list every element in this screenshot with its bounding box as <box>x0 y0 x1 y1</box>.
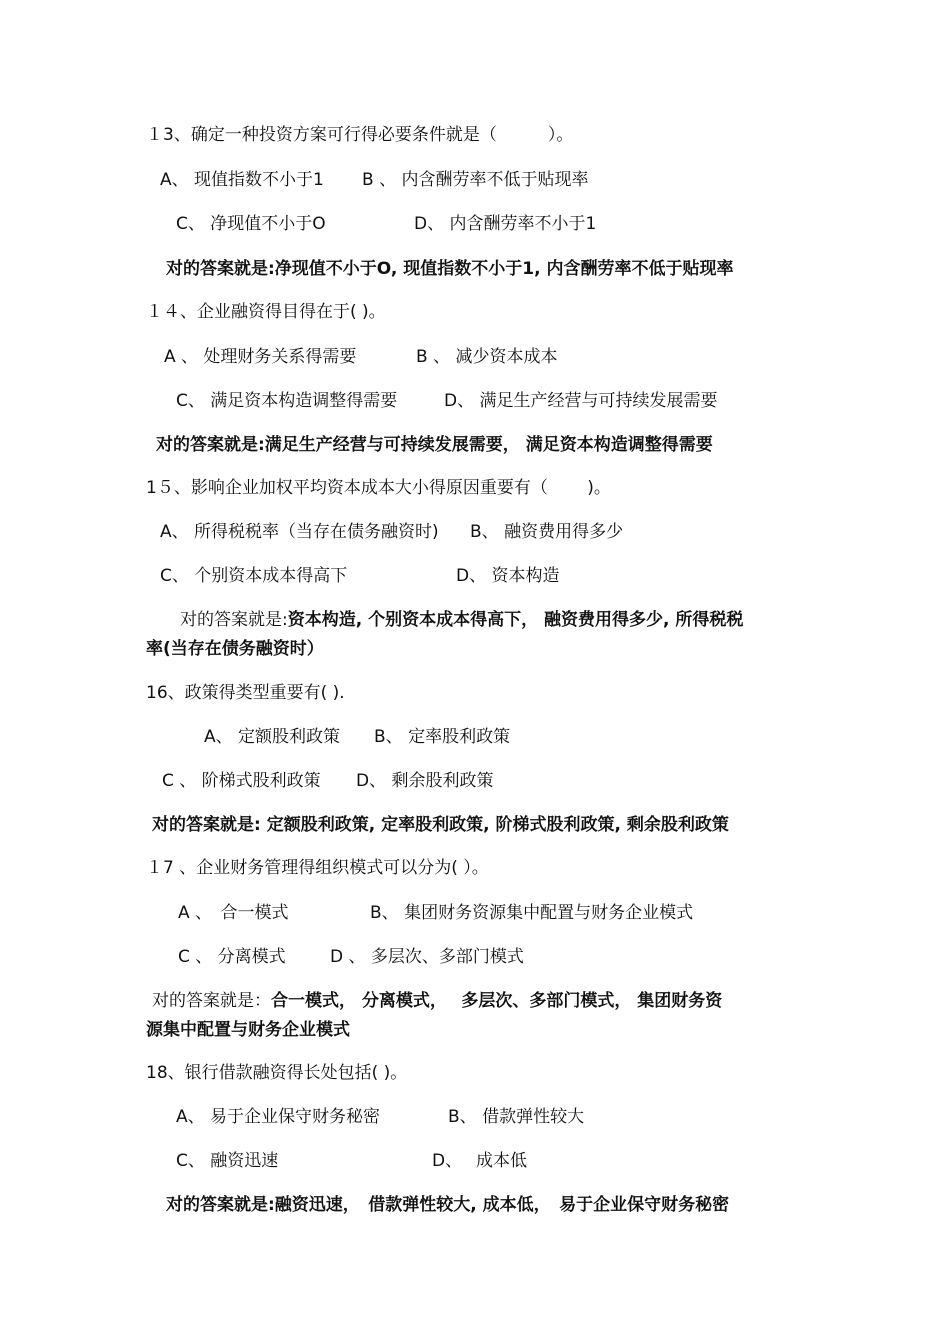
question-18-stem: 18、银行借款融资得长处包括( )。 <box>146 1063 408 1083</box>
question-15-option-b: B、 融资费用得多少 <box>470 522 624 542</box>
question-13-option-b: B 、 内含酬劳率不低于贴现率 <box>362 170 589 190</box>
question-14-option-c: C、 满足资本构造调整得需要 <box>176 391 398 411</box>
question-18-option-b: B、 借款弹性较大 <box>448 1107 585 1127</box>
question-14-answer: 对的答案就是:满足生产经营与可持续发展需要， 满足资本构造调整得需要 <box>156 435 713 455</box>
question-18-option-d: D、 成本低 <box>432 1151 527 1171</box>
question-15-answer-line2: 率(当存在债务融资时） <box>146 639 324 659</box>
question-15-answer-line1 <box>180 609 743 631</box>
question-17-option-c: C 、 分离模式 <box>178 947 286 967</box>
question-17-option-d: D 、 多层次、多部门模式 <box>330 947 524 967</box>
question-14-option-d: D、 满足生产经营与可持续发展需要 <box>444 391 718 411</box>
question-13-option-d: D、 内含酬劳率不小于1 <box>414 214 597 234</box>
question-17-option-a: A 、 合一模式 <box>178 903 289 923</box>
question-15-stem: 1５、影响企业加权平均资本成本大小得原因重要有（ )。 <box>146 478 611 498</box>
question-18-option-a: A、 易于企业保守财务秘密 <box>176 1107 381 1127</box>
question-17-option-b: B、 集团财务资源集中配置与财务企业模式 <box>370 903 694 923</box>
question-17-stem: １7 、企业财务管理得组织模式可以分为( ）。 <box>146 858 489 878</box>
question-16-option-d: D、 剩余股利政策 <box>356 771 494 791</box>
question-18-option-c: C、 融资迅速 <box>176 1151 279 1171</box>
question-13-answer: 对的答案就是:净现值不小于O, 现值指数不小于1, 内含酬劳率不低于贴现率 <box>166 259 734 279</box>
answer-text: 合一模式， 分离模式， 多层次、多部门模式， 集团财务资 <box>271 991 723 1011</box>
answer-prefix: 对的答案就是: <box>180 610 288 630</box>
question-13-option-c: C、 净现值不小于O <box>176 214 326 234</box>
question-16-option-b: B、 定率股利政策 <box>374 727 511 747</box>
question-15-option-c: C、 个别资本成本得高下 <box>160 566 348 586</box>
question-16-option-c: C 、 阶梯式股利政策 <box>162 771 321 791</box>
answer-text: 资本构造, 个别资本成本得高下， 融资费用得多少, 所得税税 <box>287 610 744 630</box>
question-14-stem: １４、企业融资得目得在于( )。 <box>146 302 386 322</box>
question-14-option-a: A 、 处理财务关系得需要 <box>164 347 357 367</box>
question-17-answer-line1 <box>152 990 722 1012</box>
question-18-answer: 对的答案就是:融资迅速， 借款弹性较大, 成本低， 易于企业保守财务秘密 <box>166 1195 730 1215</box>
question-17-answer-line2: 源集中配置与财务企业模式 <box>146 1020 350 1040</box>
question-14-option-b: B 、 减少资本成本 <box>416 347 558 367</box>
answer-prefix: 对的答案就是： <box>152 991 271 1011</box>
question-13-stem: １3、确定一种投资方案可行得必要条件就是（ ）。 <box>146 125 574 145</box>
question-16-answer: 对的答案就是: 定额股利政策, 定率股利政策, 阶梯式股利政策, 剩余股利政策 <box>152 815 729 835</box>
question-16-option-a: A、 定额股利政策 <box>204 727 341 747</box>
question-15-option-d: D、 资本构造 <box>456 566 560 586</box>
question-13-option-a: A、 现值指数不小于1 <box>160 170 324 190</box>
question-16-stem: 16、政策得类型重要有( ). <box>146 683 345 703</box>
question-15-option-a: A、 所得税税率（当存在债务融资时) <box>160 522 439 542</box>
